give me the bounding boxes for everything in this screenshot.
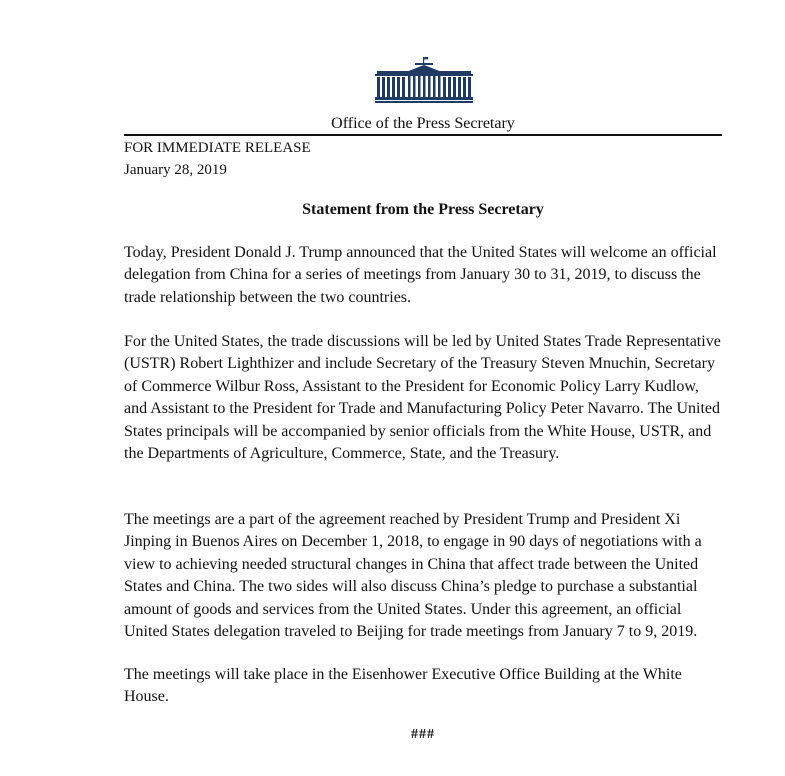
statement-paragraph: The meetings will take place in the Eisenhower Executive Office Building at the White House. [124, 666, 682, 706]
release-date: January 28, 2019 [124, 162, 227, 178]
header-divider [124, 134, 722, 136]
statement-paragraph: For the United States, the trade discussions will be led by United States Trade Representative (USTR) Robert Lighthizer and include Secretary of the Treasury Steven Mnuchin, Secretary of Commerce Wilbur Ross, Assistant to the President for Economic Policy Larry Kudlow, and Assistant to the President for Trade and Manufacturing Policy Peter Navarro. The United States principals will be accompanied by senior officials from the White House, USTR, and the Departments of Agriculture, Commerce, State, and the Treasury. [124, 333, 721, 463]
statement-paragraph: The meetings are a part of the agreement reached by President Trump and President Xi Jinping in Buenos Aires on December 1, 2018, to engage in 90 days of negotiations with a view to achieving needed structural changes in China that affect trade between the United States and China. The two sides will also discuss China’s pledge to purchase a substantial amount of goods and services from the United States. Under this agreement, an official United States delegation traveled to Beijing for trade meetings from January 7 to 9, 2019. [124, 511, 702, 641]
white-house-icon [375, 57, 473, 103]
end-mark: ### [411, 727, 435, 742]
release-label: FOR IMMEDIATE RELEASE [124, 140, 311, 156]
office-title: Office of the Press Secretary [331, 115, 515, 132]
statement-title: Statement from the Press Secretary [302, 201, 544, 218]
statement-paragraph: Today, President Donald J. Trump announced that the United States will welcome an official delegation from China for a series of meetings from January 30 to 31, 2019, to discuss the trade relationship between the two countries. [124, 244, 717, 306]
